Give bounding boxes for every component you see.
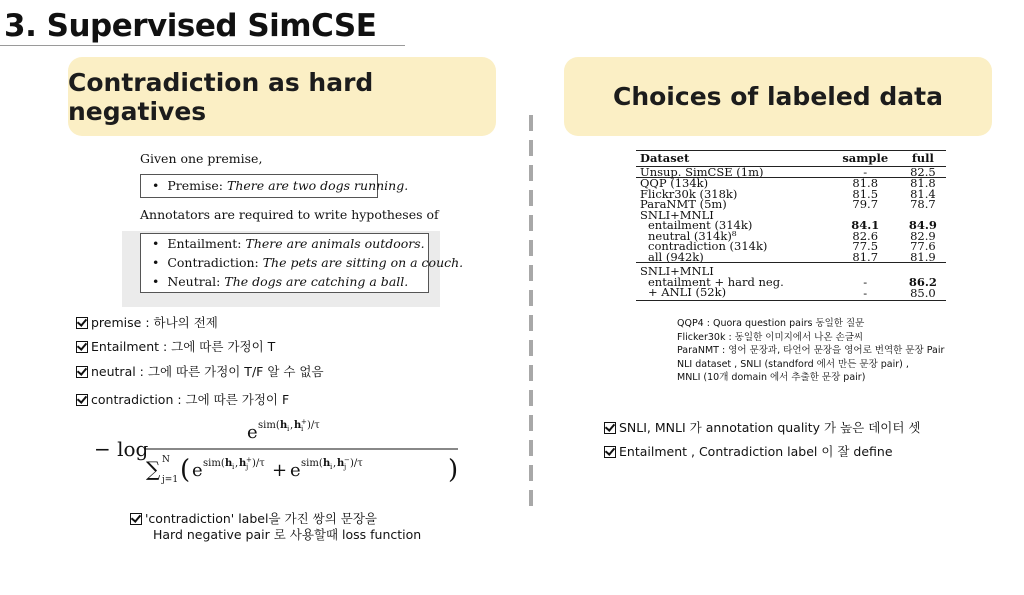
checkbox-icon <box>76 341 88 353</box>
note-contradiction <box>76 390 289 408</box>
bottom-note-text-1: 'contradiction' label을 가진 쌍의 문장을 <box>145 511 377 526</box>
loss-formula-graphic <box>92 416 472 496</box>
table-header-dataset: Dataset <box>636 151 831 167</box>
check-snli-mnli <box>604 418 921 436</box>
checkbox-icon <box>76 366 88 378</box>
table-cell: 81.5 <box>852 186 879 201</box>
table-row <box>636 252 946 263</box>
svg-text:e: e <box>290 460 301 481</box>
table-cell: Unsup. SimCSE (1m) <box>636 166 831 178</box>
checkbox-icon <box>604 422 616 434</box>
column-divider <box>529 115 533 510</box>
contradiction-label: Contradiction: <box>167 255 259 270</box>
svg-text:)/τ: )/τ <box>350 458 363 469</box>
premise-text: There are two dogs running. <box>226 178 409 193</box>
svg-text:− log: − log <box>94 437 149 461</box>
table-cell: 79.7 <box>852 197 879 211</box>
svg-text:i: i <box>301 425 304 433</box>
note-premise <box>76 313 218 331</box>
svg-text:j: j <box>246 463 249 471</box>
figure-given: Given one premise, <box>140 151 263 166</box>
table-cell: 81.7 <box>831 252 900 263</box>
entailment-label: Entailment: <box>167 236 242 251</box>
table-row <box>636 287 946 300</box>
note-premise-text: premise : 하나의 전제 <box>91 315 218 330</box>
note-contradiction-text: contradiction : 그에 따른 가정이 F <box>91 392 290 407</box>
svg-text:+: + <box>301 418 307 426</box>
neutral-label: Neutral: <box>167 274 221 289</box>
premise-line: • Premise: There are two dogs running. <box>152 178 409 193</box>
svg-text:)/τ: )/τ <box>307 420 320 431</box>
svg-text:,: , <box>333 458 337 469</box>
table-header-full: full <box>900 151 946 167</box>
table-cell: 77.5 <box>852 239 879 253</box>
bottom-note-line2: Hard negative pair 로 사용할때 loss function <box>153 527 422 542</box>
table-cell: - <box>831 287 900 300</box>
entailment-text: There are animals outdoors. <box>245 236 425 251</box>
note-neutral <box>76 362 324 380</box>
checkbox-icon <box>76 317 88 329</box>
svg-text:sim(: sim( <box>301 458 323 469</box>
table-cell: 81.9 <box>900 252 946 263</box>
svg-text:∑: ∑ <box>146 457 161 481</box>
contradiction-text: The pets are sitting on a couch. <box>262 255 464 270</box>
desc-qqp: QQP4 : Quora question pairs 동일한 질문 <box>677 318 865 329</box>
desc-flickr: Flicker30k : 동일한 이미지에서 나온 손글씨 <box>677 331 864 343</box>
svg-text:i: i <box>330 463 333 471</box>
svg-text:j=1: j=1 <box>162 475 179 485</box>
svg-text:)/τ: )/τ <box>252 458 265 469</box>
check-labels <box>604 442 893 460</box>
desc-paranmt: ParaNMT : 영어 문장과, 타언어 문장을 영어로 번역한 문장 Pair <box>677 345 945 356</box>
note-neutral-text: neutral : 그에 따른 가정이 T/F 알 수 없음 <box>91 364 324 379</box>
checkbox-icon <box>76 394 88 406</box>
desc-nli: NLI dataset , SNLI (standford 에서 만든 문장 pair) , <box>677 358 909 370</box>
table-header-row <box>636 151 946 167</box>
svg-text:sim(: sim( <box>203 458 225 469</box>
svg-text:,: , <box>290 420 294 431</box>
table-cell: 82.9 <box>910 228 936 243</box>
svg-text:h: h <box>280 420 288 431</box>
slide-title: 3. Supervised SimCSE <box>4 8 377 44</box>
table-cell: 77.6 <box>910 239 936 253</box>
right-heading-text: Choices of labeled data <box>612 82 943 111</box>
svg-text:h: h <box>294 420 302 431</box>
svg-text:N: N <box>162 455 170 465</box>
table-cell: 86.2 <box>908 274 937 289</box>
svg-text:e: e <box>192 460 203 481</box>
table-cell: neutral (314k)⁸ <box>648 228 737 243</box>
svg-text:i: i <box>232 463 235 471</box>
svg-text:i: i <box>287 425 290 433</box>
table-cell: SNLI+MNLI <box>640 264 714 278</box>
table-cell: 78.7 <box>910 197 936 211</box>
svg-text:): ) <box>448 455 459 485</box>
svg-text:j: j <box>344 463 347 471</box>
svg-text:e: e <box>247 422 258 443</box>
table-cell: contradiction (314k) <box>648 239 768 253</box>
loss-formula <box>92 416 472 496</box>
checkbox-icon <box>604 446 616 458</box>
left-card-heading <box>68 57 496 136</box>
table-cell: 84.1 <box>851 218 880 232</box>
svg-text:h: h <box>239 458 247 469</box>
svg-text:,: , <box>235 458 239 469</box>
table-cell: 81.4 <box>910 186 936 201</box>
table-cell: - <box>863 274 868 289</box>
left-heading-text: Contradiction as hard negatives <box>68 67 374 126</box>
neutral-line: • Neutral: The dogs are catching a ball. <box>152 274 409 289</box>
table-cell: ParaNMT (5m) <box>640 197 727 211</box>
table-cell: 81.8 <box>852 176 879 190</box>
table-cell: 82.6 <box>852 228 879 243</box>
table-cell: all (942k) <box>636 252 831 263</box>
premise-label: Premise: <box>167 178 223 193</box>
table-cell: - <box>831 166 900 178</box>
table-cell: entailment (314k) <box>648 218 753 232</box>
note-entailment <box>76 337 275 355</box>
title-underline <box>0 45 405 46</box>
table-cell: SNLI+MNLI <box>640 207 714 222</box>
check-snli-mnli-text: SNLI, MNLI 가 annotation quality 가 높은 데이터 셋 <box>619 420 921 435</box>
neutral-text: The dogs are catching a ball. <box>224 274 409 289</box>
svg-text:h: h <box>337 458 345 469</box>
nli-example-figure <box>122 143 464 307</box>
table-cell: Flickr30k (318k) <box>640 186 738 201</box>
table-cell: + ANLI (52k) <box>636 287 831 300</box>
svg-text:(: ( <box>180 455 191 485</box>
contradiction-line: • Contradiction: The pets are sitting on a couch. <box>152 255 464 270</box>
desc-mnli: MNLI (10개 domain 에서 추출한 문장 pair) <box>677 372 866 383</box>
svg-text:+: + <box>246 456 252 464</box>
table-cell: 84.9 <box>908 218 937 232</box>
labeled-data-table <box>636 150 946 301</box>
table-cell: entailment + hard neg. <box>648 274 784 289</box>
figure-annotators: Annotators are required to write hypotheses of <box>140 207 439 222</box>
svg-text:+: + <box>272 460 288 481</box>
svg-text:sim(: sim( <box>258 420 280 431</box>
table-cell: QQP (134k) <box>640 176 709 190</box>
checkbox-icon <box>130 513 142 525</box>
entailment-line: • Entailment: There are animals outdoors. <box>152 236 425 251</box>
right-card-heading <box>564 57 992 136</box>
table-cell: 82.5 <box>900 166 946 178</box>
note-entailment-text: Entailment : 그에 따른 가정이 T <box>91 339 276 354</box>
svg-text:−: − <box>344 456 350 464</box>
table-cell: 85.0 <box>900 287 946 300</box>
table-cell: 81.8 <box>910 176 936 190</box>
check-labels-text: Entailment , Contradiction label 이 잘 define <box>619 444 893 459</box>
svg-text:h: h <box>225 458 233 469</box>
table-header-sample: sample <box>831 151 900 167</box>
dataset-descriptions <box>677 317 944 385</box>
svg-text:h: h <box>323 458 331 469</box>
